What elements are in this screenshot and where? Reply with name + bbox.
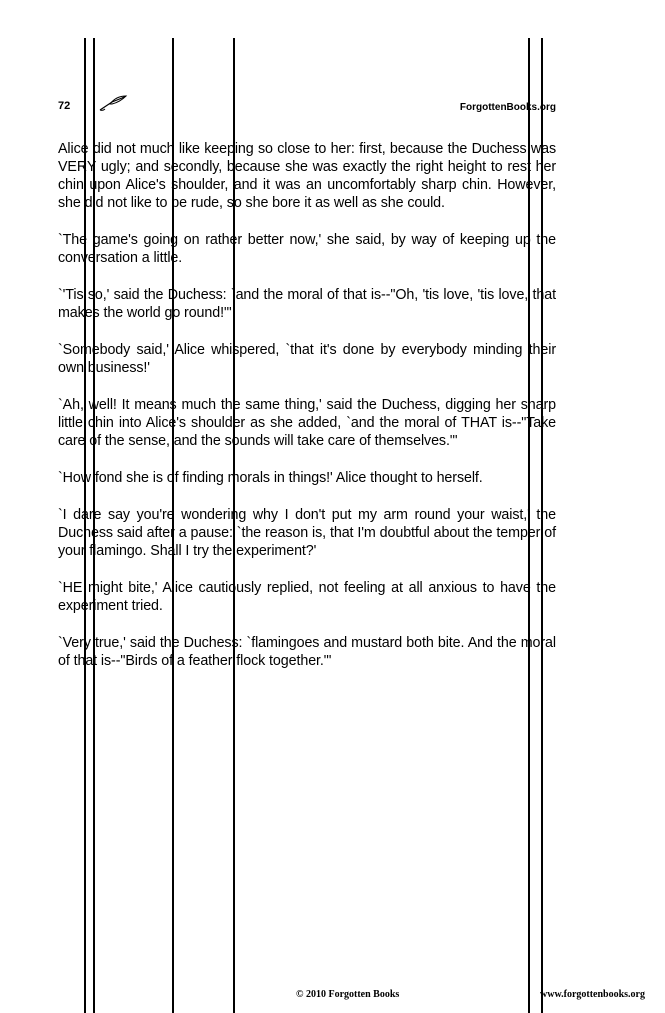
page-header bbox=[58, 100, 556, 120]
body-text bbox=[58, 140, 556, 689]
site-name: ForgottenBooks.org bbox=[459, 102, 556, 113]
paragraph: `The game's going on rather better now,' she said, by way of keeping up the conversation a little. bbox=[58, 232, 556, 266]
quill-pen-icon bbox=[96, 92, 132, 114]
paragraph: `'Tis so,' said the Duchess: `and the moral of that is--"Oh, 'tis love, 'tis love, that makes the world go round!"' bbox=[58, 287, 556, 321]
footer-url: www.forgottenbooks.org bbox=[540, 989, 645, 1000]
paragraph: `Very true,' said the Duchess: `flamingoes and mustard both bite. And the moral of that is--"Birds of a feather flock together."' bbox=[58, 635, 556, 669]
copyright-notice: © 2010 Forgotten Books bbox=[296, 989, 400, 1000]
page-number: 72 bbox=[58, 100, 71, 112]
paragraph: `HE might bite,' Alice cautiously replied, not feeling at all anxious to have the experiment tried. bbox=[58, 580, 556, 614]
paragraph: Alice did not much like keeping so close to her: first, because the Duchess was VERY ugly; and secondly, because she was exactly the right height to rest her chin upon Alice's shoulder, and it was an uncomfortably sharp chin. However, she did not like to be rude, so she bore it as well as she could. bbox=[58, 141, 556, 211]
paragraph: `How fond she is of finding morals in things!' Alice thought to herself. bbox=[58, 470, 483, 486]
paragraph: `Somebody said,' Alice whispered, `that it's done by everybody minding their own business!' bbox=[58, 342, 556, 376]
paragraph: `Ah, well! It means much the same thing,' said the Duchess, digging her sharp little chin into Alice's shoulder as she added, `and the moral of THAT is--"Take care of the sense, and the sounds will take care of themselves."' bbox=[58, 397, 556, 449]
paragraph: `I dare say you're wondering why I don't put my arm round your waist,' the Duchess said after a pause: `the reason is, that I'm doubtful about the temper of your flamingo. Shall I try the experiment?' bbox=[58, 507, 556, 559]
